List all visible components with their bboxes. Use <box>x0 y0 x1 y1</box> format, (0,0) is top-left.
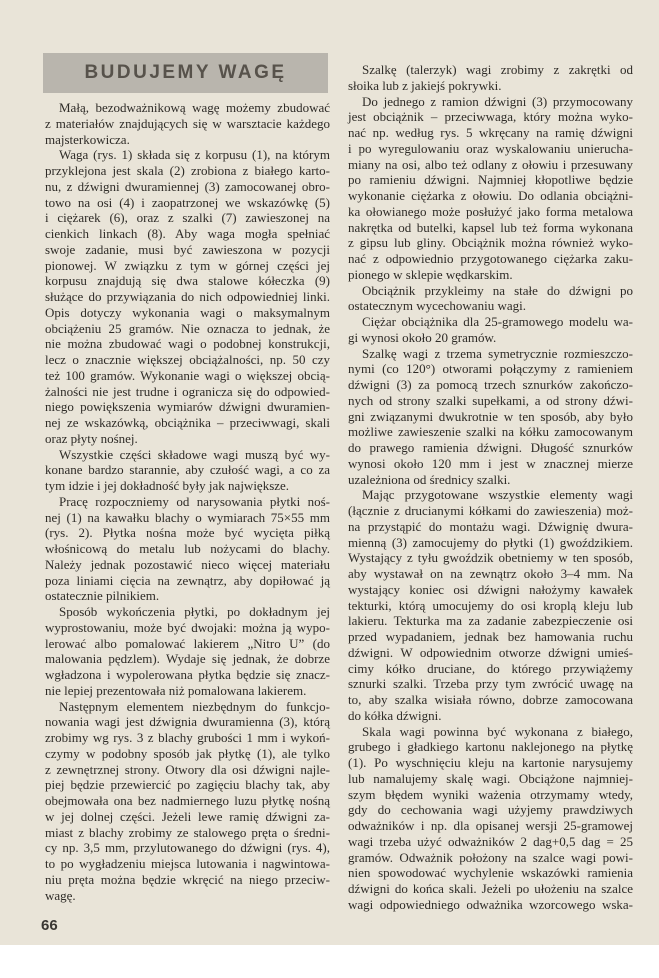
text-line: gi wynosi około 20 gramów. <box>348 329 497 345</box>
text-line: służące do przywiązania do nich odpowiedniej linki. <box>45 289 330 304</box>
paragraph <box>348 346 633 488</box>
paragraph <box>45 100 330 147</box>
paragraph <box>348 94 633 283</box>
text-line: dźwigni. W odpowiednim otworze dźwigni umieś- <box>348 644 633 660</box>
paragraph <box>45 699 330 904</box>
text-line: nu, z dźwigni dwuramiennej (3) zamocowanej obro- <box>45 178 330 194</box>
text-line: nymi (co 120°) otworami połączymy z ramieniem <box>348 361 633 377</box>
text-line: (łącznie z drucianymi kółkami do zawieszenia) moż- <box>348 503 633 518</box>
text-line: Należy jednak pozostawić nieco więcej materiału <box>45 556 330 572</box>
text-line: Do jednego z ramion dźwigni (3) przymocowany <box>362 93 633 109</box>
paragraph <box>45 604 330 699</box>
article-title-banner <box>43 53 328 93</box>
text-line: swoje zadanie, musi być zawieszona w pozycji <box>45 241 330 257</box>
text-line: tym idzie i jej dokładność były jak największe. <box>45 478 290 493</box>
text-line: przyklejona jest skala (2) zrobiona z białego karto- <box>45 163 330 178</box>
text-line: z materiałów znajdujących się w warsztacie każdego <box>45 115 330 131</box>
text-line: cienkich linkach (8). Aby waga mogła spełniać <box>45 226 330 241</box>
text-line: nać z odpowiednio przygotowanego ciężarka zaku- <box>348 251 633 266</box>
text-line: z zewnętrznej strony. Otwory dla osi dźwigni najle- <box>45 761 330 777</box>
text-line: nakrętka od butelki, kapsel lub też forma wykonana <box>348 219 633 235</box>
text-line: do prawego ramienia dźwigni. Długość sznurków <box>348 440 633 455</box>
text-line: słoika lub z jakiejś pokrywki. <box>348 77 502 93</box>
text-line: włośnicową do metalu lub nożycami do blachy. <box>45 541 330 556</box>
text-line: dźwigni do końca skali. Jeżeli po ułożeniu na szalce <box>348 881 633 896</box>
text-line: nej (1) na kawałku blachy o wymiarach 75×55 mm <box>45 509 330 525</box>
text-line: piej będzie przewiercić po zagięciu blachy tak, aby <box>45 777 330 793</box>
text-line: wgładzona i wypolerowana płytka będzie się znacz- <box>45 667 330 682</box>
text-line: gni związanymi dwukrotnie w ten sposób, aby było <box>348 408 633 424</box>
text-line: Sposób wykończenia płytki, po dokładnym jej <box>59 604 330 619</box>
text-line: gdy do cechowania wagi użyjemy prawdziwych <box>348 802 633 818</box>
text-line: odważników i np. dla opisanej wersji 25-gramowej <box>348 818 633 833</box>
text-line: z gipsu lub gliny. Obciążnik można również wyko- <box>348 235 633 251</box>
text-line: pionego w sklepie wędkarskim. <box>348 266 513 282</box>
text-line: nać np. według rys. 5 wkręcany na ramię dźwigni <box>348 125 633 140</box>
paragraph <box>348 487 633 723</box>
article-title: BUDUJEMY WAGĘ <box>84 62 287 83</box>
text-line: malowania pędzlem). Wydaje się jednak, że dobrze <box>45 651 330 667</box>
text-line: wagi trzeba użyć odważników 2 dag+0,5 dag = 25 <box>348 833 633 849</box>
text-line: lecz o znacznie większej obciążalności, np. 50 czy <box>45 352 330 367</box>
text-line: Pracę rozpoczniemy od narysowania płytki noś- <box>59 493 330 509</box>
text-line: majsterkowicza. <box>45 131 130 147</box>
text-line: zrobimy wg rys. 3 z blachy grubości 1 mm i wykoń- <box>45 730 330 745</box>
text-line: gramów. Odważnik położony na szalce wagi powi- <box>348 849 633 865</box>
text-line: wynosi około 120 mm i jest w znacznej mierze <box>348 455 633 471</box>
paragraph <box>45 447 330 494</box>
text-line: na przystąpić do montażu wagi. Dźwignię dwura- <box>348 518 633 534</box>
text-line: oraz płyty nośnej. <box>45 430 138 446</box>
text-line: sznurki szalki. Trzeba przy tym zwrócić uwagę na <box>348 676 633 692</box>
text-line: Opis dotyczy wykonania wagi o maksymalnym <box>45 304 330 320</box>
text-line: Mając przygotowane wszystkie elementy wagi <box>362 487 633 503</box>
text-line: też 100 gramów. Wykonanie wagi o większej obcią- <box>45 367 330 383</box>
text-line: obejmowała ona bez nadmiernego luzu płytkę nośną <box>45 793 330 808</box>
text-line: Obciążnik przykleimy na stałe do dźwigni po <box>362 282 633 298</box>
text-line: czymy w podobny sposób jak płytkę (1), ale tylko <box>45 745 330 761</box>
text-line: grubego i gładkiego kartonu naklejonego na płytkę <box>348 739 633 755</box>
text-line: wystający koniec osi dźwigni nałożymy kawałek <box>348 581 633 597</box>
paragraph <box>348 62 633 94</box>
text-line: wagę. <box>45 887 76 903</box>
right-text-column <box>348 62 633 913</box>
text-line: lakieru. Tekturka ma za zadanie zabezpieczenie osi <box>348 613 633 629</box>
text-line: jest obciążnik – przeciwwaga, który można wyko- <box>348 109 633 125</box>
text-line: cimy kółko druciane, do którego przywiążemy <box>348 660 633 676</box>
text-line: Skala wagi powinna być wykonana z białego, <box>362 723 633 739</box>
text-line: uzależniona od średnicy szalki. <box>348 471 511 487</box>
text-line: to po wygładzeniu miejsca lutowania i nagwintowa- <box>45 856 330 871</box>
text-line: mienną (3) zamocujemy do płytki (1) gwoździkiem. <box>348 534 633 550</box>
text-line: Szalkę wagi z trzema symetrycznie rozmieszczo- <box>362 345 633 361</box>
text-line: wagi odpowiedniego odważnika wzorcowego wska- <box>348 896 633 912</box>
text-line: miany na osi, albo też odlany z ołowiu i przesuwany <box>348 156 633 172</box>
text-line: Następnym elementem niezbędnym do funkcjo- <box>59 698 330 714</box>
text-line: nowania wagi jest dźwignia dwuramienna (3), którą <box>45 714 330 730</box>
left-text-column <box>45 100 330 903</box>
text-line: wykonanie ciężarka z ołowiu. Do odlania obciążni- <box>348 188 633 203</box>
text-line: (rys. 2). Płytka nośna może być wycięta piłką <box>45 525 330 541</box>
text-line: dźwigni (3) za pomocą trzech sznurków zakończo- <box>348 377 633 392</box>
text-line: cy np. 3,5 mm, przylutowanego do dźwigni (rys. 4), <box>45 840 330 856</box>
text-line: korpusu znajdują się dwa stalowe kółeczka (9) <box>45 273 330 289</box>
paragraph <box>348 283 633 315</box>
text-line: Małą, bezodważnikową wagę możemy zbudować <box>59 100 330 115</box>
paragraph <box>45 494 330 604</box>
text-line: tekturki, którą umocujemy do osi kroplą kleju lub <box>348 597 633 613</box>
text-line: Wystający z tyłu gwoździk obetniemy w ten sposób, <box>348 550 633 566</box>
paragraph <box>348 724 633 913</box>
page-number: 66 <box>41 917 58 934</box>
text-line: pionowej. W związku z tym w górnej części jej <box>45 257 330 273</box>
text-line: niego powiększenia wymiarów dźwigni dwuramien- <box>45 399 330 415</box>
text-line: w jej dolnej części. Jeżeli lewe ramię dźwigni za- <box>45 808 330 824</box>
text-line: Szalkę (talerzyk) wagi zrobimy z zakrętki od <box>362 62 633 77</box>
text-line: niu pręta można będzie wkręcić na niego przeciw- <box>45 871 330 887</box>
text-line: nej ze wskazówką, obciążnika – przeciwwagi, skali <box>45 415 330 430</box>
text-line: to, aby szalka wisiała równo, dobrze zamocowana <box>348 692 633 707</box>
text-line: obciążeniu 25 gramów. Nie oznacza to jednak, że <box>45 320 330 336</box>
text-line: możliwe zawieszenie szalki na kółku zamocowanym <box>348 424 633 440</box>
text-line: ka ołowianego może posłużyć jako forma metalowa <box>348 203 633 219</box>
paragraph <box>45 147 330 446</box>
text-line: konane bardzo starannie, aby czułość wagi, a co za <box>45 462 330 478</box>
text-line: nie lepiej prezentowała niż pomalowana lakierem. <box>45 682 307 698</box>
text-line: Wszystkie części składowe wagi muszą być wy- <box>59 446 330 462</box>
paragraph <box>348 314 633 346</box>
text-line: towo na osi (4) i zaopatrzonej we wskazówkę (5) <box>45 194 330 210</box>
text-line: ostatecznie pilnikiem. <box>45 588 160 604</box>
text-line: nie można zbudować wagi o podobnej konstrukcji, <box>45 336 330 352</box>
text-line: wyprostowaniu, może być dwojaki: można ją wypo- <box>45 619 330 635</box>
text-line: lerować albo pomalować lakierem „Nitro U” (do <box>45 635 330 651</box>
text-line: ostatecznym wycechowaniu wagi. <box>348 298 526 314</box>
text-line: lub namalujemy skalę wagi. Obciążone najmniej- <box>348 770 633 786</box>
text-line: Ciężar obciążnika dla 25-gramowego modelu wa- <box>362 314 633 329</box>
text-line: aby wystawał on na zewnątrz około 3–4 mm. Na <box>348 566 633 581</box>
text-line: przed wypadaniem, jednak bez hamowania ruchu <box>348 629 633 644</box>
text-line: Waga (rys. 1) składa się z korpusu (1), na którym <box>59 147 330 163</box>
text-line: (1). Po wyschnięciu kleju na kartonie narysujemy <box>348 755 633 770</box>
text-line: szym błędem wyniki ważenia otrzymamy wtedy, <box>348 786 633 802</box>
text-line: nien spowodować wychylenie wskazówki ramienia <box>348 865 633 881</box>
text-line: po ramieniu dźwigni. Najmniej kłopotliwe będzie <box>348 172 633 188</box>
text-line: żalności nie jest trudne i ogranicza się do odpowied- <box>45 383 330 399</box>
text-line: miast z blachy zrobimy ze stalowego pręta o średni- <box>45 824 330 840</box>
text-line: do kółka dźwigni. <box>348 707 442 723</box>
text-line: nych od strony szalki supełkami, a od strony dźwi- <box>348 392 633 408</box>
text-line: i ciężarek (6), oraz z szalki (7) zawieszonej na <box>45 210 330 226</box>
text-line: i po wyregulowaniu oraz wyskalowaniu unierucha- <box>348 140 633 156</box>
text-line: poza liniami cięcia na zewnątrz, aby dopiłować ją <box>45 572 330 588</box>
